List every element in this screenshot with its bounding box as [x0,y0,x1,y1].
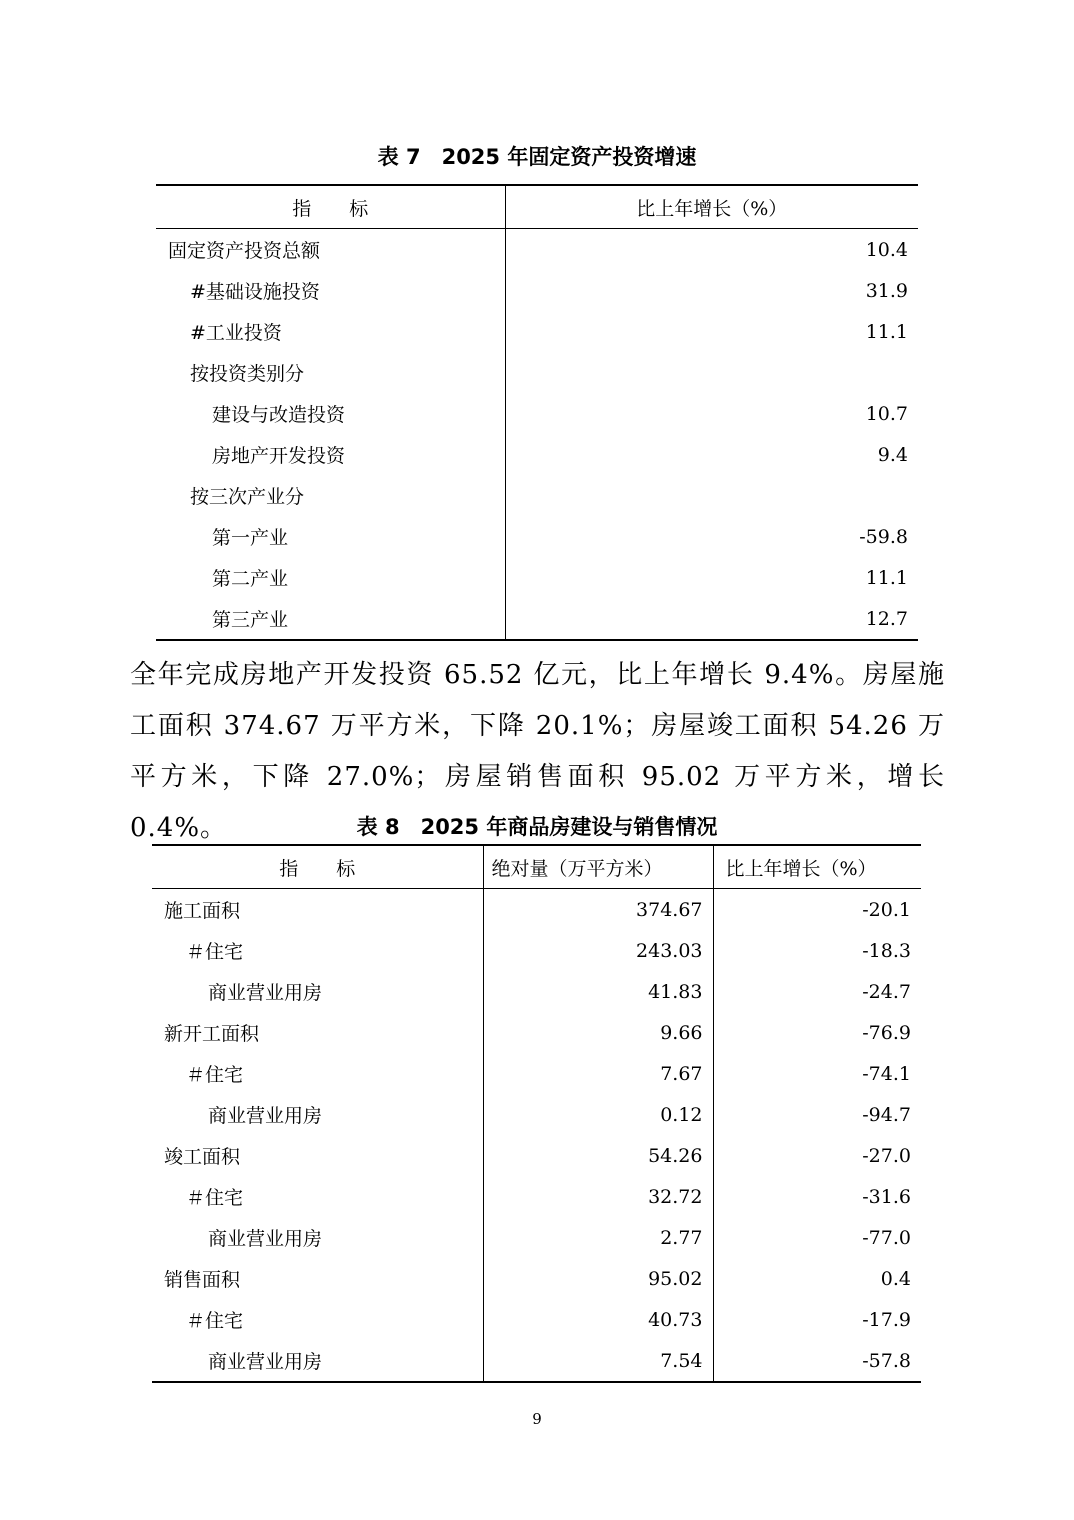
table8-row-absolute: 32.72 [483,1176,713,1217]
table8-row [152,1340,921,1382]
table7-row [156,352,918,393]
table7-row [156,516,918,557]
table8-row-label: 商业营业用房 [208,982,323,1004]
table8-row-label: 商业营业用房 [152,1340,483,1382]
table8-row-absolute: 41.83 [483,971,713,1012]
table8-row-absolute: 7.54 [483,1340,713,1382]
table8-row [152,971,921,1012]
table8-row [152,1135,921,1176]
page-number: 9 [532,1410,542,1428]
table8-row-label: ＃住宅 [186,1064,244,1086]
table8-row [152,1053,921,1094]
table7-row-value: 11.1 [505,311,918,352]
table8-row-absolute: 7.67 [483,1053,713,1094]
table7-row-label: #基础设施投资 [190,281,320,303]
table8-row-growth: -94.7 [713,1094,921,1135]
table8-row-growth: -74.1 [713,1053,921,1094]
table7-row-label: 按三次产业分 [190,486,305,508]
table8-row-label: 商业营业用房 [208,1228,323,1250]
table8-header-indicator: 指 标 [152,845,483,889]
table8-row-absolute: 40.73 [483,1299,713,1340]
table8-row-growth: -27.0 [713,1135,921,1176]
table8-row [152,1299,921,1340]
table8-row-label: 施工面积 [164,900,241,922]
table8-row-label: 新开工面积 [164,1023,260,1045]
table7-title: 表 7 2025 年固定资产投资增速 [377,145,697,169]
table8-row-absolute: 243.03 [483,930,713,971]
table8-row-growth: -18.3 [713,930,921,971]
table7-header-row [156,185,918,229]
table8 [152,844,921,1383]
table7-row-label: 建设与改造投资 [212,404,346,426]
table7-row-value [505,352,918,393]
table8-row-label: 销售面积 [164,1269,241,1291]
table8-row-absolute: 374.67 [483,889,713,931]
table8-row-label: 竣工面积 [164,1146,241,1168]
table7-row-value: 12.7 [505,598,918,640]
table8-row-growth: -57.8 [713,1340,921,1382]
table7-row-value: 10.4 [505,229,918,271]
table8-row [152,889,921,931]
table7-body [156,229,918,641]
table8-row-absolute: 0.12 [483,1094,713,1135]
table7-row [156,393,918,434]
table7-row [156,311,918,352]
table8-title: 表 8 2025 年商品房建设与销售情况 [356,815,718,839]
table8-row-label: ＃住宅 [186,1187,244,1209]
table8-row-absolute: 95.02 [483,1258,713,1299]
table8-body [152,889,921,1383]
table7-row-value: 9.4 [505,434,918,475]
table8-row-absolute: 2.77 [483,1217,713,1258]
table7-row-value: 11.1 [505,557,918,598]
table8-header-row [152,845,921,889]
table7 [156,184,918,641]
table7-row-label: 固定资产投资总额 [168,240,321,262]
table8-row [152,930,921,971]
table8-row [152,1258,921,1299]
table7-row [156,270,918,311]
table7-row [156,475,918,516]
table8-row-label: 商业营业用房 [208,1105,323,1127]
table8-row [152,1094,921,1135]
table7-row-value: 10.7 [505,393,918,434]
table8-row-growth: -76.9 [713,1012,921,1053]
table8-row [152,1012,921,1053]
table7-row-value: 31.9 [505,270,918,311]
body-paragraph: 全年完成房地产开发投资 65.52 亿元，比上年增长 9.4%。房屋施工面积 374.67 万平方米，下降 20.1%；房屋竣工面积 54.26 万平方米，下降 27.0%；房屋销售面积 95.02 万平方米，增长 0.4%。 [130,660,945,843]
table8-row-label: ＃住宅 [186,941,244,963]
table7-row [156,598,918,640]
table8-row-growth: 0.4 [713,1258,921,1299]
table7-row-value: -59.8 [505,516,918,557]
table7-row-label: 第三产业 [156,598,505,640]
table7-row-label: 房地产开发投资 [212,445,346,467]
table8-row-growth: -20.1 [713,889,921,931]
table8-row [152,1217,921,1258]
table8-row-label: ＃住宅 [186,1310,244,1332]
table8-row-absolute: 54.26 [483,1135,713,1176]
table7-row-label: #工业投资 [190,322,282,344]
table8-header-growth: 比上年增长（%） [713,845,921,889]
table7-row [156,229,918,271]
table8-row-growth: -17.9 [713,1299,921,1340]
table7-row-value [505,475,918,516]
table7-row [156,434,918,475]
table8-row-growth: -31.6 [713,1176,921,1217]
table7-row-label: 第一产业 [212,527,289,549]
table7-row-label: 按投资类别分 [190,363,305,385]
table8-row-growth: -77.0 [713,1217,921,1258]
table8-row-absolute: 9.66 [483,1012,713,1053]
table8-row-growth: -24.7 [713,971,921,1012]
table7-row [156,557,918,598]
table7-header-indicator: 指 标 [156,185,505,229]
table8-row [152,1176,921,1217]
table7-header-growth: 比上年增长（%） [505,185,918,229]
table8-header-absolute: 绝对量（万平方米） [483,845,713,889]
table7-row-label: 第二产业 [212,568,289,590]
